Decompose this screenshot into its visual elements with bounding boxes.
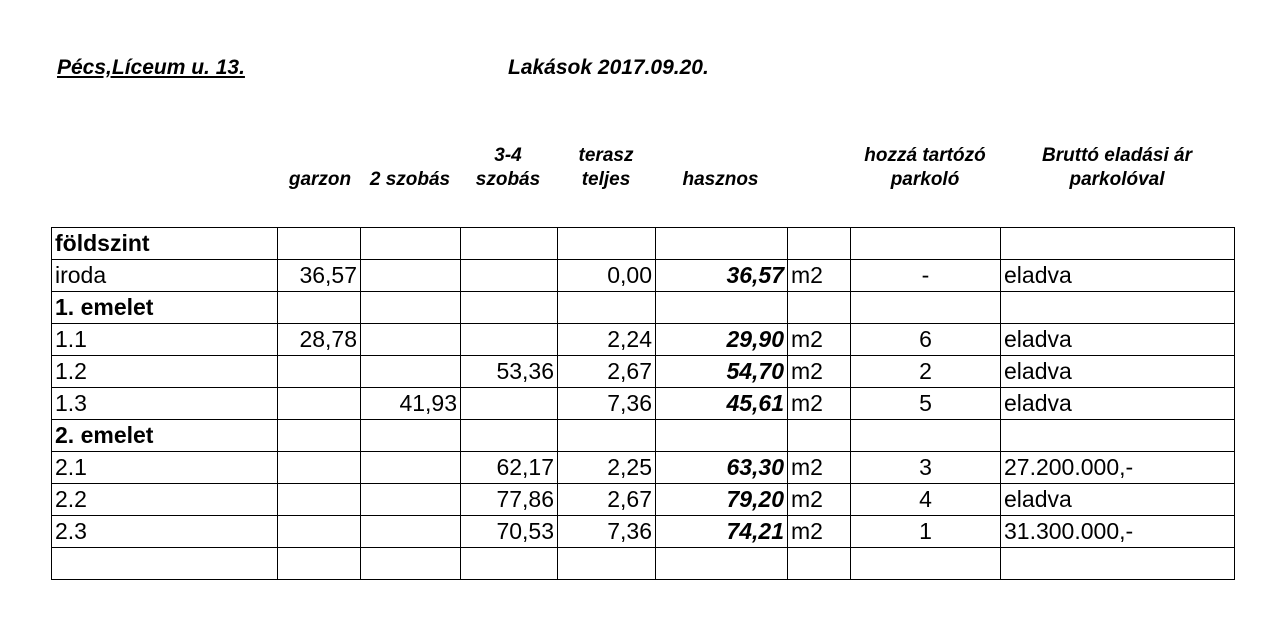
cell-ar xyxy=(1001,548,1235,580)
cell-unit: m2 xyxy=(788,452,851,484)
cell-ar: eladva xyxy=(1001,260,1235,292)
cell-label: 2.3 xyxy=(52,516,278,548)
table-row xyxy=(52,260,1235,292)
col-header-ar-line2: parkolóval xyxy=(1069,169,1165,190)
cell-hasznos: 45,61 xyxy=(656,388,788,420)
cell-ketszobas xyxy=(361,228,461,260)
table-body xyxy=(52,228,1235,580)
col-header-garzon-text: garzon xyxy=(288,169,352,190)
cell-hasznos: 79,20 xyxy=(656,484,788,516)
cell-hasznos: 54,70 xyxy=(656,356,788,388)
table-row xyxy=(52,388,1235,420)
col-header-parkolo-line1: hozzá tartózó xyxy=(864,145,986,166)
cell-parkolo xyxy=(851,548,1001,580)
cell-label: 2.1 xyxy=(52,452,278,484)
col-header-2-szobas-text: 2 szobás xyxy=(369,169,451,190)
cell-parkolo: - xyxy=(851,260,1001,292)
col-header-terasz-line2: teljes xyxy=(581,169,631,190)
cell-terasz: 2,25 xyxy=(558,452,656,484)
cell-hasznos xyxy=(656,228,788,260)
col-header-hasznos xyxy=(655,168,786,192)
section-row xyxy=(52,228,1235,260)
table-row xyxy=(52,356,1235,388)
col-header-parkolo-line2: parkoló xyxy=(890,169,960,190)
cell-ar xyxy=(1001,292,1235,324)
cell-garzon xyxy=(278,356,361,388)
cell-terasz xyxy=(558,292,656,324)
cell-ketszobas xyxy=(361,548,461,580)
cell-ar: eladva xyxy=(1001,484,1235,516)
cell-terasz xyxy=(558,228,656,260)
cell-harom-negy: 77,86 xyxy=(461,484,558,516)
cell-garzon xyxy=(278,452,361,484)
cell-parkolo xyxy=(851,420,1001,452)
col-header-3-4-line1: 3-4 xyxy=(494,145,522,166)
cell-harom-negy: 53,36 xyxy=(461,356,558,388)
cell-unit: m2 xyxy=(788,484,851,516)
cell-harom-negy xyxy=(461,292,558,324)
document-title: Lakások 2017.09.20. xyxy=(508,56,709,79)
cell-ketszobas xyxy=(361,516,461,548)
cell-unit xyxy=(788,420,851,452)
cell-ketszobas xyxy=(361,260,461,292)
cell-ar: eladva xyxy=(1001,356,1235,388)
cell-label: 1.1 xyxy=(52,324,278,356)
cell-ar: eladva xyxy=(1001,388,1235,420)
cell-unit xyxy=(788,228,851,260)
cell-garzon xyxy=(278,548,361,580)
cell-label: 1.2 xyxy=(52,356,278,388)
cell-harom-negy xyxy=(461,388,558,420)
col-header-terasz-line1: terasz xyxy=(578,145,634,166)
cell-terasz: 7,36 xyxy=(558,388,656,420)
cell-parkolo: 4 xyxy=(851,484,1001,516)
cell-label xyxy=(52,548,278,580)
cell-label: 1.3 xyxy=(52,388,278,420)
table-row xyxy=(52,484,1235,516)
cell-garzon xyxy=(278,420,361,452)
col-header-parkolo xyxy=(830,144,1020,192)
table-row xyxy=(52,324,1235,356)
cell-ar xyxy=(1001,228,1235,260)
cell-harom-negy: 62,17 xyxy=(461,452,558,484)
cell-harom-negy: 70,53 xyxy=(461,516,558,548)
col-header-garzon xyxy=(281,168,359,192)
cell-hasznos xyxy=(656,548,788,580)
cell-parkolo xyxy=(851,228,1001,260)
cell-unit xyxy=(788,548,851,580)
cell-unit xyxy=(788,292,851,324)
cell-ketszobas xyxy=(361,484,461,516)
cell-ketszobas xyxy=(361,356,461,388)
cell-parkolo xyxy=(851,292,1001,324)
cell-ar: 27.200.000,- xyxy=(1001,452,1235,484)
cell-parkolo: 6 xyxy=(851,324,1001,356)
cell-label: 1. emelet xyxy=(52,292,278,324)
col-header-3-4-szobas xyxy=(460,144,556,192)
cell-label: földszint xyxy=(52,228,278,260)
cell-harom-negy xyxy=(461,324,558,356)
cell-ketszobas xyxy=(361,324,461,356)
table-row xyxy=(52,516,1235,548)
cell-harom-negy xyxy=(461,260,558,292)
cell-unit: m2 xyxy=(788,260,851,292)
cell-garzon: 28,78 xyxy=(278,324,361,356)
apartments-table xyxy=(51,227,1235,580)
col-header-ar-line1: Bruttó eladási ár xyxy=(1042,145,1192,166)
cell-terasz: 2,67 xyxy=(558,484,656,516)
table-row xyxy=(52,452,1235,484)
address-title: Pécs,Líceum u. 13. xyxy=(57,56,245,79)
section-row xyxy=(52,420,1235,452)
cell-garzon xyxy=(278,484,361,516)
cell-hasznos: 63,30 xyxy=(656,452,788,484)
cell-parkolo: 5 xyxy=(851,388,1001,420)
cell-hasznos: 29,90 xyxy=(656,324,788,356)
cell-ketszobas: 41,93 xyxy=(361,388,461,420)
cell-hasznos: 36,57 xyxy=(656,260,788,292)
cell-harom-negy xyxy=(461,420,558,452)
cell-terasz xyxy=(558,420,656,452)
cell-garzon xyxy=(278,516,361,548)
cell-harom-negy xyxy=(461,548,558,580)
cell-ar: 31.300.000,- xyxy=(1001,516,1235,548)
cell-terasz: 2,24 xyxy=(558,324,656,356)
col-header-2-szobas xyxy=(361,168,459,192)
cell-terasz: 2,67 xyxy=(558,356,656,388)
cell-ar xyxy=(1001,420,1235,452)
col-header-ar xyxy=(1000,144,1234,192)
cell-garzon xyxy=(278,388,361,420)
col-header-terasz xyxy=(557,144,655,192)
cell-unit: m2 xyxy=(788,356,851,388)
cell-ketszobas xyxy=(361,292,461,324)
cell-parkolo: 2 xyxy=(851,356,1001,388)
cell-hasznos xyxy=(656,292,788,324)
cell-terasz xyxy=(558,548,656,580)
cell-garzon xyxy=(278,228,361,260)
cell-hasznos: 74,21 xyxy=(656,516,788,548)
cell-ketszobas xyxy=(361,420,461,452)
cell-ar: eladva xyxy=(1001,324,1235,356)
empty-row xyxy=(52,548,1235,580)
cell-label: 2.2 xyxy=(52,484,278,516)
col-header-3-4-line2: szobás xyxy=(475,169,541,190)
cell-harom-negy xyxy=(461,228,558,260)
cell-parkolo: 1 xyxy=(851,516,1001,548)
cell-hasznos xyxy=(656,420,788,452)
section-row xyxy=(52,292,1235,324)
cell-unit: m2 xyxy=(788,324,851,356)
cell-unit: m2 xyxy=(788,516,851,548)
cell-parkolo: 3 xyxy=(851,452,1001,484)
cell-ketszobas xyxy=(361,452,461,484)
cell-garzon xyxy=(278,292,361,324)
cell-terasz: 0,00 xyxy=(558,260,656,292)
cell-garzon: 36,57 xyxy=(278,260,361,292)
cell-unit: m2 xyxy=(788,388,851,420)
cell-terasz: 7,36 xyxy=(558,516,656,548)
cell-label: iroda xyxy=(52,260,278,292)
col-header-hasznos-text: hasznos xyxy=(682,169,759,190)
cell-label: 2. emelet xyxy=(52,420,278,452)
